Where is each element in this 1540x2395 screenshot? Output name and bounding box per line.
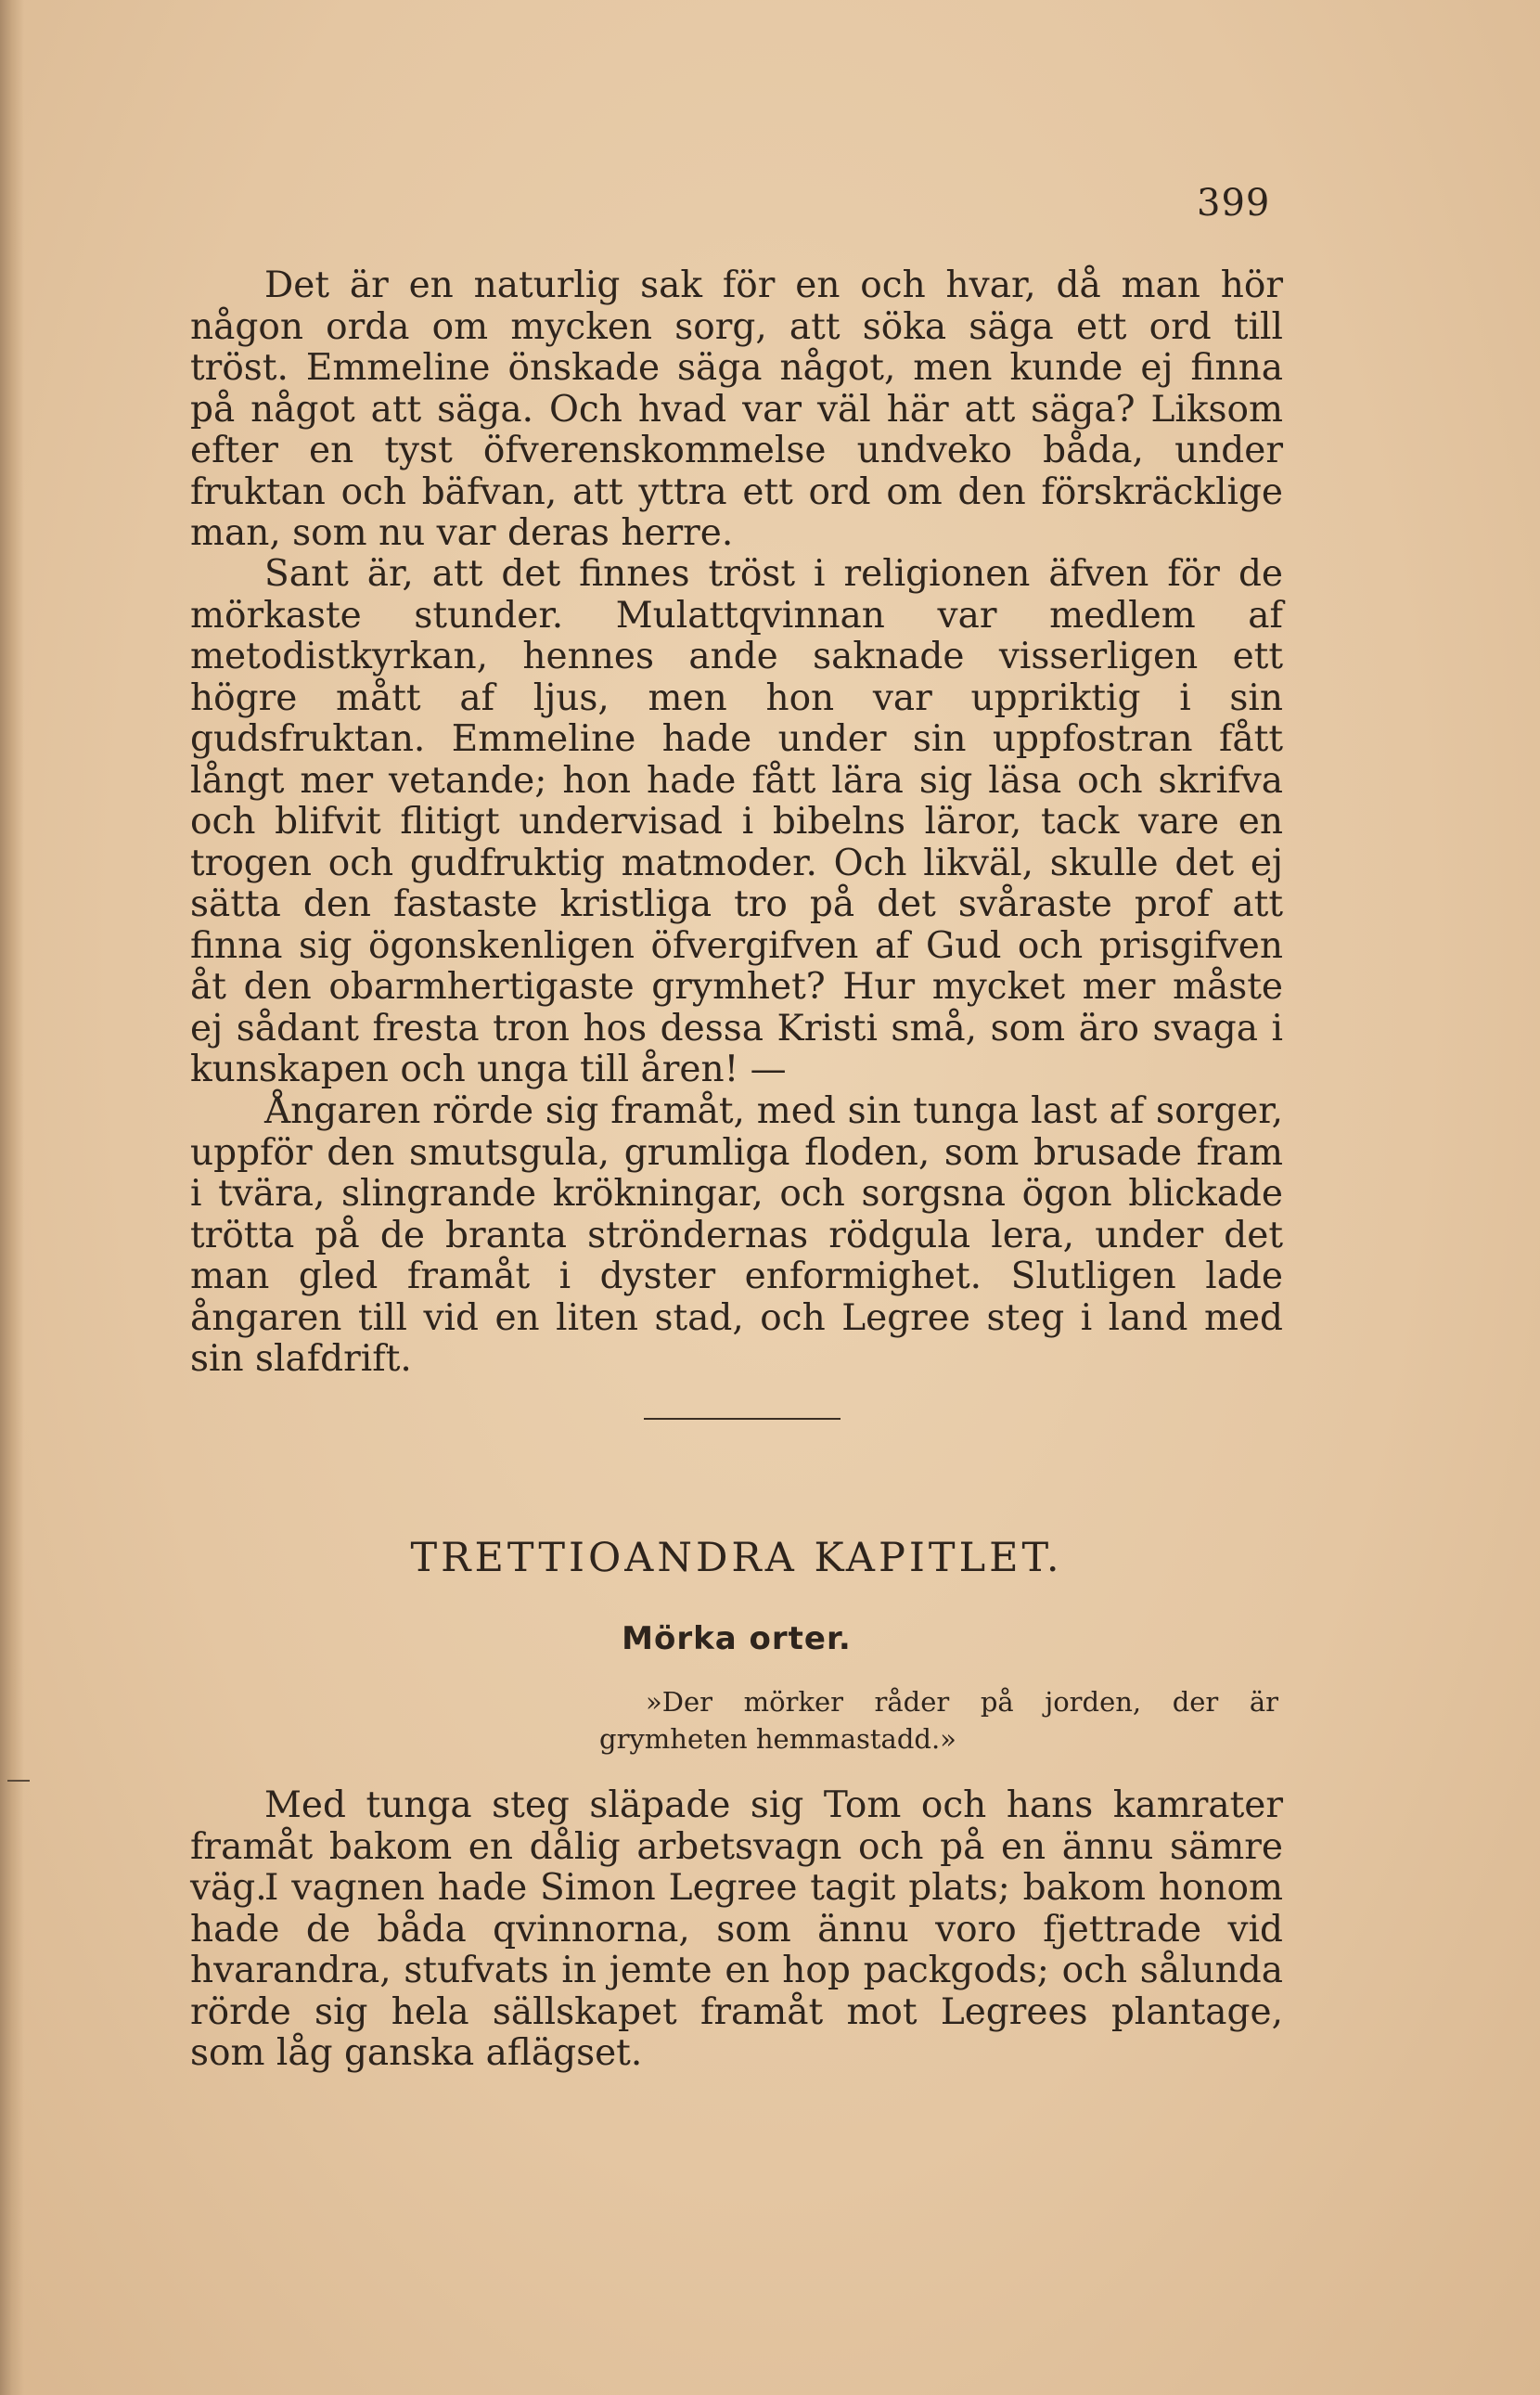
- paragraph: I vagnen hade Simon Legree tagit plats; bakom honom hade de båda qvinnorna, som ännu voro fjettrade vid hvarandra, stufvats in jemte en hop packgods; och sålunda rörde sig hela sällskapet framåt mot Legrees plantage, som låg ganska aflägset.: [190, 1867, 1283, 2074]
- paragraph: Sant är, att det finnes tröst i religionen äfven för de mörkaste stunder. Mulattqvinnan var medlem af metodistkyrkan, hennes ande saknade visserligen ett högre mått af ljus, men hon var uppriktig i sin gudsfruktan. Emmeline hade under sin uppfostran fått långt mer vetande; hon hade fått lära sig läsa och skrifva och blifvit flitigt undervisad i bibelns läror, tack vare en trogen och gudfruktig matmoder. Och likväl, skulle det ej sätta den fastaste kristliga tro på det svåraste prof att finna sig ögonskenligen öfvergifven af Gud och prisgifven åt den obarmhertigaste grymhet? Hur mycket mer måste ej sådant fresta tron hos dessa Kristi små, som äro svaga i kunskapen och unga till åren! —: [190, 553, 1283, 1090]
- paragraph: Ångaren rörde sig framåt, med sin tunga last af sorger, uppför den smutsgula, grumliga floden, som brusade fram i tvära, slingrande krökningar, och sorgsna ögon blickade trötta på de branta ströndernas rödgula lera, under det man gled framåt i dyster enformighet. Slutligen lade ångaren till vid en liten stad, och Legree steg i land med sin slafdrift.: [190, 1090, 1283, 1380]
- page-number: 399: [1197, 182, 1271, 225]
- section-divider: [644, 1418, 841, 1420]
- chapter-subtitle: Mörka orter.: [622, 1620, 852, 1657]
- paragraph: Det är en naturlig sak för en och hvar, då man hör någon orda om mycken sorg, att söka säga ett ord till tröst. Emmeline önskade säga något, men kunde ej finna på något att säga. Och hvad var väl här att säga? Liksom efter en tyst öfverenskommelse undveko båda, under fruktan och bäfvan, att yttra ett ord om den förskräcklige man, som nu var deras herre.: [190, 264, 1283, 554]
- paragraph: Med tunga steg släpade sig Tom och hans kamrater framåt bakom en dålig arbetsvagn och på en ännu sämre väg.: [190, 1784, 1283, 1909]
- page-binding-edge: [0, 0, 24, 2395]
- chapter-title: TRETTIOANDRA KAPITLET.: [410, 1535, 1063, 1581]
- epigraph: »Der mörker råder på jorden, der är grymheten hemmastadd.»: [599, 1686, 1278, 1755]
- margin-mark: [7, 1780, 30, 1782]
